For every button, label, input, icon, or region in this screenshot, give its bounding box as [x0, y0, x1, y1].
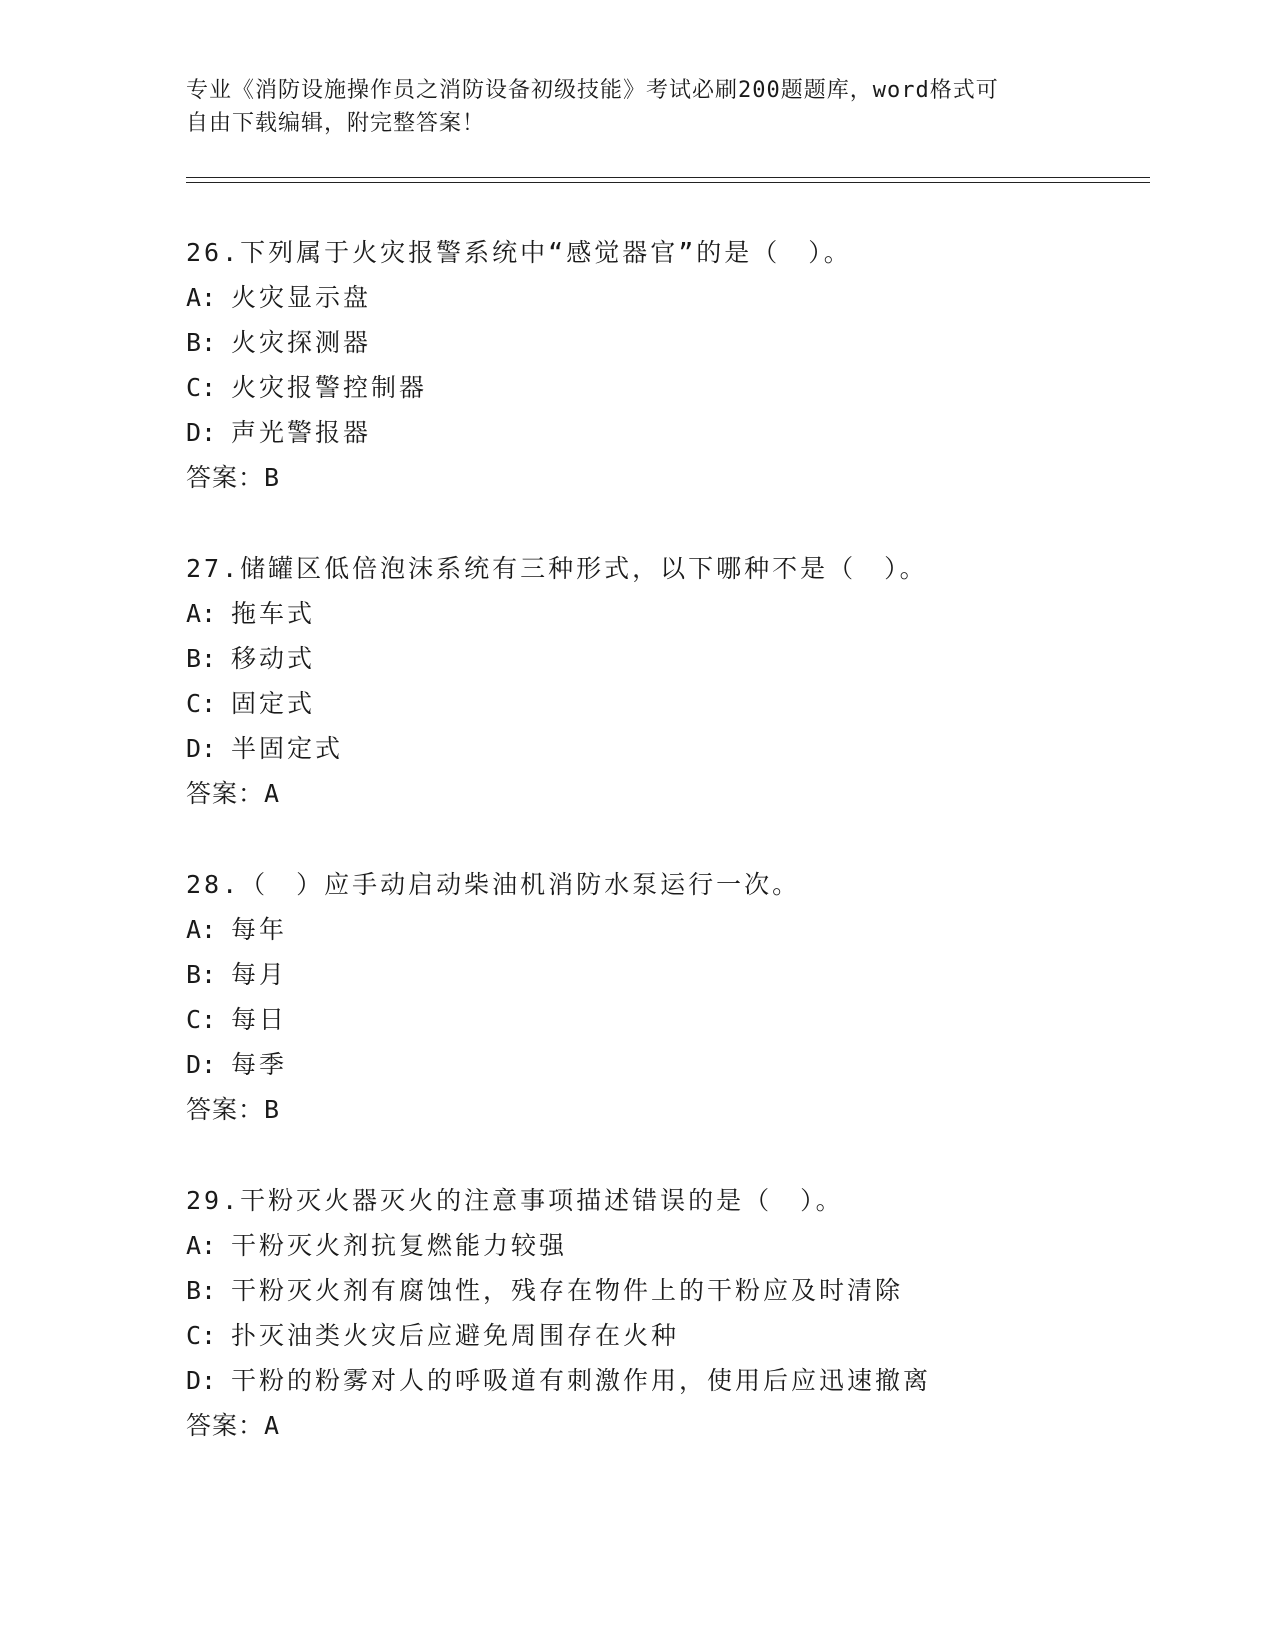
option-key: A:	[186, 1231, 217, 1260]
option-key: D:	[186, 1366, 217, 1395]
option-key: A:	[186, 599, 217, 628]
answer-label: 答案：	[186, 1095, 265, 1124]
answer-label: 答案：	[186, 779, 265, 808]
option-key: B:	[186, 644, 217, 673]
option-c	[186, 1313, 1150, 1358]
option-key: C:	[186, 1005, 217, 1034]
option-a	[186, 907, 1150, 952]
header-line-2: 自由下载编辑，附完整答案！	[186, 111, 486, 136]
option-c	[186, 365, 1150, 410]
answer-value: B	[264, 1095, 281, 1124]
question-stem: 28.（ ）应手动启动柴油机消防水泵运行一次。	[186, 870, 801, 899]
option-b	[186, 636, 1150, 681]
question-stem: 27.储罐区低倍泡沫系统有三种形式，以下哪种不是（ ）。	[186, 554, 928, 583]
option-key: A:	[186, 283, 217, 312]
answer-line	[186, 771, 1150, 816]
option-key: B:	[186, 960, 217, 989]
option-a	[186, 1223, 1150, 1268]
option-c	[186, 681, 1150, 726]
option-text: 火灾报警控制器	[231, 373, 428, 402]
option-key: D:	[186, 418, 217, 447]
option-d	[186, 1042, 1150, 1087]
option-text: 半固定式	[231, 734, 344, 763]
option-c	[186, 997, 1150, 1042]
question-26	[186, 230, 1150, 500]
option-key: B:	[186, 328, 217, 357]
option-a	[186, 591, 1150, 636]
option-text: 移动式	[231, 644, 316, 673]
option-text: 拖车式	[231, 599, 316, 628]
header-divider-top	[186, 177, 1150, 178]
answer-line	[186, 1087, 1150, 1132]
answer-line	[186, 455, 1150, 500]
option-text: 火灾显示盘	[231, 283, 372, 312]
option-text: 每月	[231, 960, 288, 989]
option-key: D:	[186, 1050, 217, 1079]
option-d	[186, 726, 1150, 771]
option-b	[186, 1268, 1150, 1313]
option-b	[186, 952, 1150, 997]
option-a	[186, 275, 1150, 320]
option-key: A:	[186, 915, 217, 944]
option-key: B:	[186, 1276, 217, 1305]
question-28	[186, 862, 1150, 1132]
option-text: 每季	[231, 1050, 288, 1079]
option-text: 固定式	[231, 689, 316, 718]
option-text: 干粉的粉雾对人的呼吸道有刺激作用，使用后应迅速撤离	[231, 1366, 932, 1395]
answer-label: 答案：	[186, 1411, 265, 1440]
option-text: 扑灭油类火灾后应避免周围存在火种	[231, 1321, 680, 1350]
option-text: 火灾探测器	[231, 328, 372, 357]
answer-label: 答案：	[186, 463, 265, 492]
option-d	[186, 410, 1150, 455]
option-text: 干粉灭火剂抗复燃能力较强	[231, 1231, 568, 1260]
document-header	[186, 74, 1066, 140]
option-text: 每日	[231, 1005, 288, 1034]
option-text: 每年	[231, 915, 288, 944]
option-b	[186, 320, 1150, 365]
question-stem: 26.下列属于火灾报警系统中“感觉器官”的是（ ）。	[186, 238, 852, 267]
option-d	[186, 1358, 1150, 1403]
header-line-1: 专业《消防设施操作员之消防设备初级技能》考试必刷200题题库，word格式可	[186, 78, 999, 103]
answer-line	[186, 1403, 1150, 1448]
option-key: C:	[186, 373, 217, 402]
option-text: 声光警报器	[231, 418, 372, 447]
answer-value: B	[264, 463, 281, 492]
option-key: D:	[186, 734, 217, 763]
header-divider-bottom	[186, 182, 1150, 183]
question-27	[186, 546, 1150, 816]
answer-value: A	[264, 1411, 281, 1440]
question-29	[186, 1178, 1150, 1448]
option-key: C:	[186, 689, 217, 718]
option-text: 干粉灭火剂有腐蚀性，残存在物件上的干粉应及时清除	[231, 1276, 904, 1305]
answer-value: A	[264, 779, 281, 808]
option-key: C:	[186, 1321, 217, 1350]
question-stem: 29.干粉灭火器灭火的注意事项描述错误的是（ ）。	[186, 1186, 844, 1215]
